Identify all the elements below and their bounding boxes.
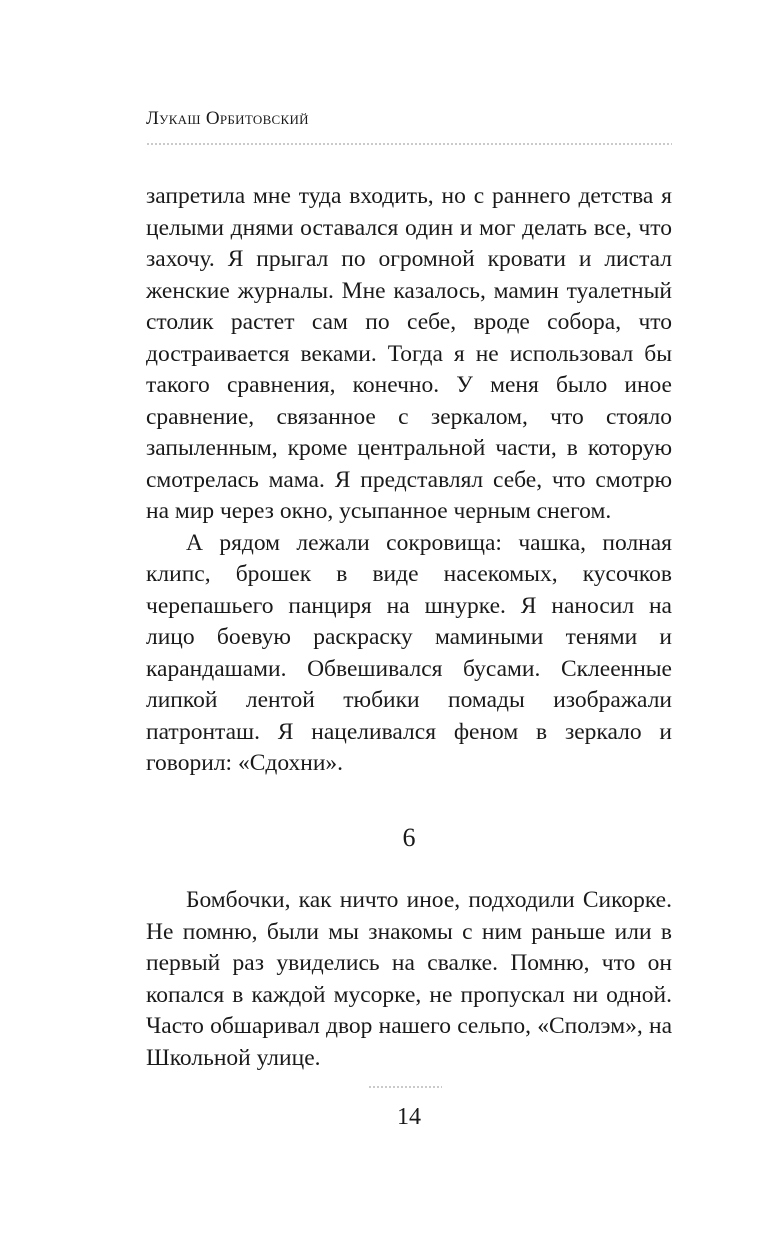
header-dotted-rule <box>146 141 672 147</box>
page-number: 14 <box>397 1104 421 1130</box>
chapter-heading: 6 <box>402 823 416 852</box>
footer-dotted-rule <box>368 1084 442 1090</box>
text-block-before-chapter <box>146 181 672 780</box>
paragraph-chapter-start: Бомбочки, как ничто иное, подходили Сикорке. Не помню, были мы знакомы с ним раньше или в первый раз увиделись на свалке. Помню, что он копался в каждой мусорке, не пропускал ни одной. Часто обшаривал двор нашего сельпо, «Сполэм», на Школьной улице. <box>146 887 672 1071</box>
paragraph-continued: запретила мне туда входить, но с раннего детства я целыми днями оставался один и мог делать все, что захочу. Я прыгал по огромной кровати и листал женские журналы. Мне казалось, мамин туалетный столик растет сам по себе, вроде собора, что достраивается веками. Тогда я не использовал бы такого сравнения, конечно. У меня было иное сравнение, связанное с зеркалом, что стояло запыленным, кроме центральной части, в которую смотрелась мама. Я представлял себе, что смотрю на мир через окно, усыпанное черным снегом. <box>146 183 672 524</box>
paragraph-treasures: А рядом лежали сокровища: чашка, полная клипс, брошек в виде насекомых, кусочков черепашьего панциря на шнурке. Я наносил на лицо боевую раскраску мамиными тенями и карандашами. Обвешивался бусами. Склеенные липкой лентой тюбики помады изображали патронташ. Я нацеливался феном в зеркало и говорил: «Сдохни». <box>146 529 672 776</box>
text-block-after-chapter <box>146 885 672 1074</box>
running-header: Лукаш Орбитовский <box>146 108 309 129</box>
